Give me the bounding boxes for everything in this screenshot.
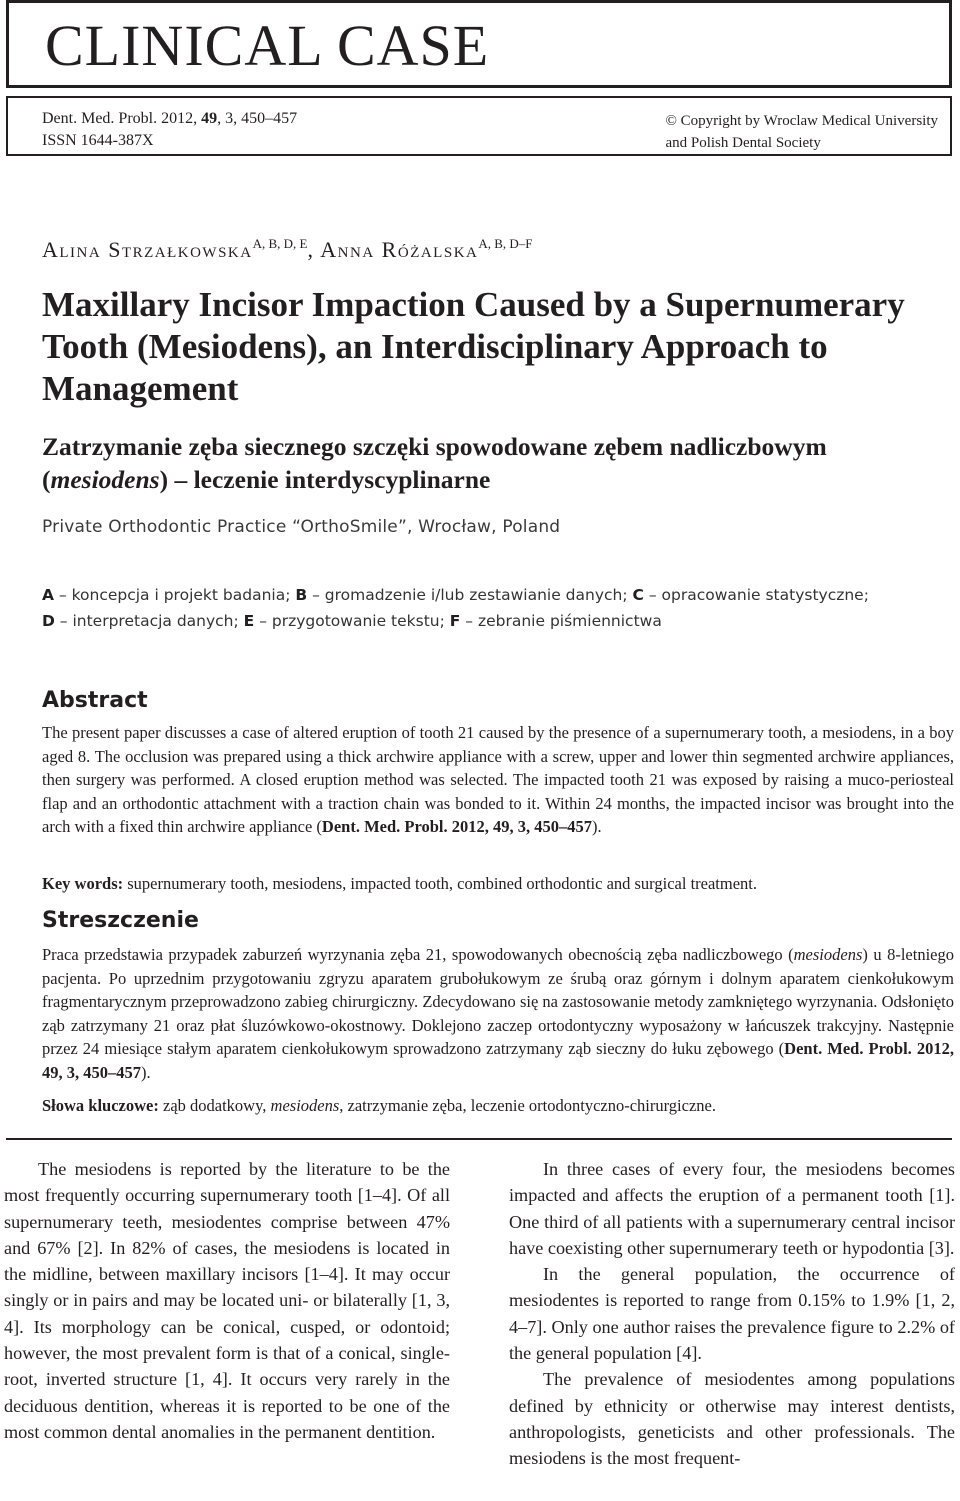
copyright-notice	[665, 110, 938, 154]
copyright-line-2: and Polish Dental Society	[665, 135, 821, 151]
citation-suffix: , 3, 450–457	[217, 110, 298, 127]
contrib-key-c: C	[632, 586, 644, 604]
streszczenie-heading: Streszczenie	[42, 908, 199, 933]
journal-citation	[42, 108, 297, 152]
streszczenie-text-end: ).	[141, 1062, 151, 1082]
article-title-en: Maxillary Incisor Impaction Caused by a Supernumerary Tooth (Mesiodens), an Interdisciplinary Approach to Management	[42, 285, 905, 408]
keywords-pl	[42, 1094, 954, 1117]
body-paragraph: In the general population, the occurrence of mesiodentes is reported to range from 0.15% to 1.9% [1, 2, 4–7]. Only one author raises the prevalence figure to 2.2% of the general population [4].	[509, 1264, 955, 1364]
copyright-line-1: © Copyright by Wroclaw Medical University	[665, 113, 938, 129]
contrib-key-d: D	[42, 612, 55, 630]
contrib-key-a: A	[42, 586, 54, 604]
streszczenie-body	[42, 943, 954, 1085]
keywords-label: Key words:	[42, 874, 124, 893]
body-paragraph: In three cases of every four, the mesiodens becomes impacted and affects the eruption of a permanent tooth [1]. One third of all patients with a supernumerary central incisor have coexisting other supernumerary teeth or hypodontia [3].	[509, 1159, 955, 1258]
abstract-heading: Abstract	[42, 688, 148, 713]
section-divider	[6, 1138, 952, 1140]
streszczenie-text-start: Praca przedstawia przypadek zaburzeń wyrzynania zęba 21, spowodowanych obecnością zęba nadliczbowego (	[42, 945, 794, 964]
slowa-label: Słowa kluczowe:	[42, 1096, 159, 1115]
title-pl-paren: (	[42, 465, 51, 494]
article-title-pl	[42, 430, 952, 496]
affiliation: Private Orthodontic Practice “OrthoSmile”, Wrocław, Poland	[42, 517, 561, 537]
contrib-text-c: – opracowanie statystyczne;	[643, 586, 869, 604]
section-label: CLINICAL CASE	[45, 13, 490, 78]
contrib-text-e: – przygotowanie tekstu;	[254, 612, 450, 630]
title-pl-line-1: Zatrzymanie zęba siecznego szczęki spowodowane zębem nadliczbowym	[42, 432, 827, 461]
issn: ISSN 1644-387X	[42, 132, 154, 149]
slowa-rest: , zatrzymanie zęba, leczenie ortodontyczno-chirurgiczne.	[339, 1096, 716, 1115]
citation-volume: 49	[201, 110, 218, 127]
body-column-left	[4, 1156, 450, 1445]
abstract-body	[42, 721, 954, 839]
body-column-right	[509, 1156, 955, 1472]
author-list	[42, 230, 533, 264]
author-1-name: Alina Strzałkowska	[42, 237, 253, 262]
body-paragraph: The mesiodens is reported by the literature to be the most frequently occurring supernumerary tooth [1–4]. Of all supernumerary teeth, mesiodentes comprise between 47% and 67% [2]. In 82% of cases, the mesiodens is located in the midline, between maxillary incisors [1–4]. It may occur singly or in pairs and may be located uni- or bilaterally [1, 3, 4]. Its morphology can be conical, cusped, or odontoid; however, the most prevalent form is that of a conical, single-root, inverted structure [1, 4]. It occurs very rarely in the deciduous dentition, whereas it is reported to be one of the most common dental anomalies in the permanent dentition.	[4, 1159, 450, 1442]
abstract-citation: Dent. Med. Probl. 2012, 49, 3, 450–457	[321, 817, 593, 837]
contrib-key-f: F	[449, 612, 461, 630]
streszczenie-text-rest: ) u 8-letniego pacjenta. Po uprzednim przygotowaniu zgryzu aparatem grubołukowym ze śrubą oraz górnym i dolnym aparatem cienkołukowym fragmentarycznym przeprowadzono zabieg chirurgiczny. Zdecydowano się na zastosowanie metody zamkniętego wyrzynania. Odsłonięto ząb zatrzymany 21 oraz płat śluzówkowo-okostnowy. Doklejono zaczep ortodontyczny wyposażony w łańcuszek trakcyjny. Następnie przez 24 miesiące stałym aparatem cienkołukowym sprowadzono zatrzymany ząb sieczny do łuku zębowego (	[42, 945, 955, 1059]
contribution-legend	[42, 582, 952, 634]
journal-meta-box	[6, 96, 952, 156]
section-banner	[6, 0, 952, 88]
contrib-key-b: B	[295, 586, 308, 604]
slowa-italic: mesiodens	[270, 1096, 340, 1115]
abstract-text: The present paper discusses a case of altered eruption of tooth 21 caused by the presence of a supernumerary tooth, a mesiodens, in a boy aged 8. The occlusion was prepared using a thick archwire appliance with a screw, upper and lower thin segmented archwire appliances, then surgery was performed. A closed eruption method was selected. The impacted tooth 21 was exposed by raising a muco-periosteal flap and an orthodontic attachment with a traction chain was bonded to it. Within 24 months, the impacted incisor was brought into the arch with a fixed thin archwire appliance (	[42, 723, 954, 837]
author-1-roles: A, B, D, E	[252, 236, 308, 251]
author-2-roles: A, B, D–F	[478, 236, 533, 251]
streszczenie-italic: mesiodens	[793, 945, 863, 964]
contrib-text-d: – interpretacja danych;	[54, 612, 244, 630]
contrib-key-e: E	[243, 612, 255, 630]
abstract-text-end: ).	[592, 817, 602, 837]
contrib-text-b: – gromadzenie i/lub zestawianie danych;	[307, 586, 633, 604]
title-pl-italic: mesiodens	[50, 465, 160, 494]
author-2-name: Anna Różalska	[320, 237, 479, 262]
slowa-start: ząb dodatkowy,	[158, 1096, 271, 1115]
keywords-en	[42, 872, 954, 895]
citation-prefix: Dent. Med. Probl. 2012,	[42, 110, 202, 127]
keywords-text: supernumerary tooth, mesiodens, impacted tooth, combined orthodontic and surgical treatment.	[123, 874, 757, 893]
streszczenie-citation: Dent. Med. Probl. 2012, 49, 3, 450–457	[42, 1039, 954, 1082]
title-pl-rest: ) – leczenie interdyscyplinarne	[159, 465, 491, 494]
author-separator: ,	[307, 237, 321, 262]
contrib-text-a: – koncepcja i projekt badania;	[54, 586, 296, 604]
body-paragraph: The prevalence of mesiodentes among populations defined by ethnicity or otherwise may interest dentists, anthropologists, geneticists and other professionals. The mesiodens is the most frequent-	[509, 1369, 955, 1469]
contrib-text-f: – zebranie piśmiennictwa	[460, 612, 662, 630]
